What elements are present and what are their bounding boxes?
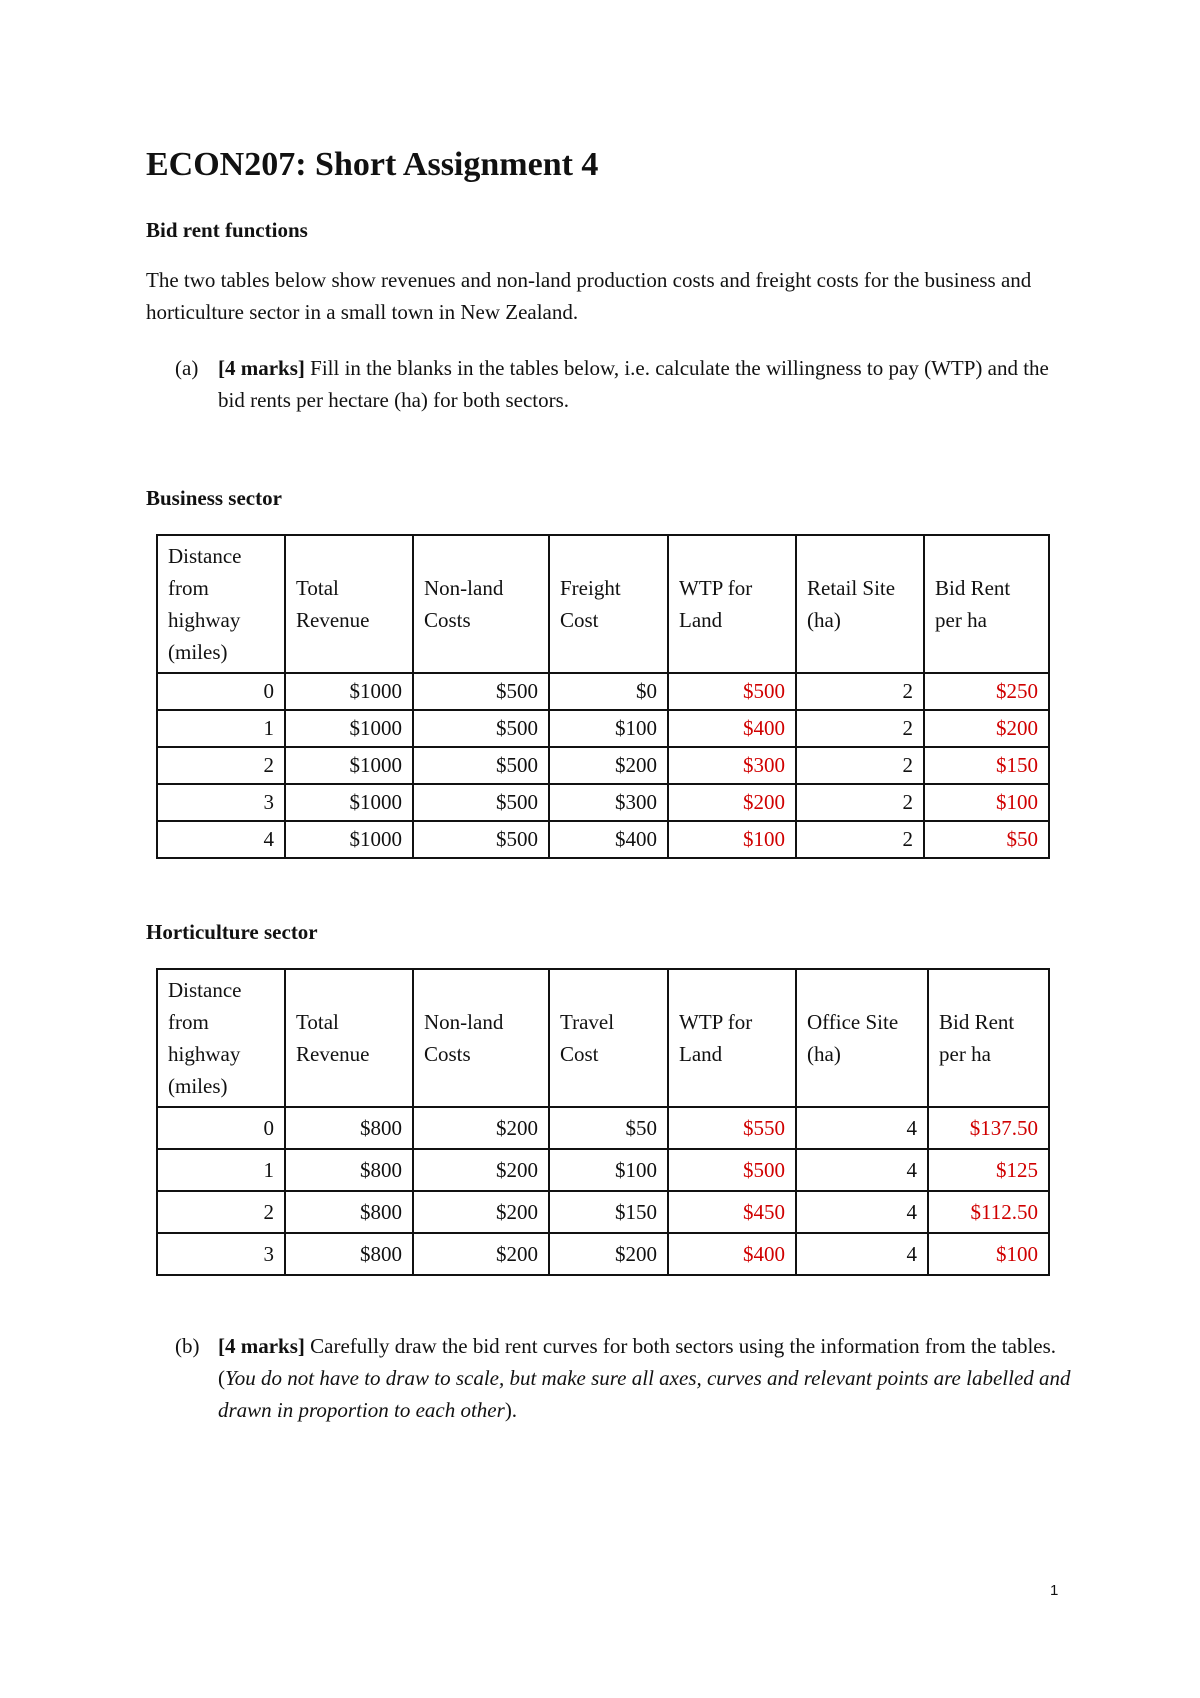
cell-freight-cost: $200 xyxy=(549,747,668,784)
table-row xyxy=(157,821,1049,858)
cell-total-revenue: $800 xyxy=(285,1149,413,1191)
cell-wtp: $500 xyxy=(668,673,796,710)
cell-travel-cost: $200 xyxy=(549,1233,668,1275)
header-bid-rent: Bid Rent per ha xyxy=(924,535,1049,673)
cell-wtp: $500 xyxy=(668,1149,796,1191)
cell-site-ha: 4 xyxy=(796,1191,928,1233)
cell-travel-cost: $50 xyxy=(549,1107,668,1149)
cell-non-land-costs: $200 xyxy=(413,1107,549,1149)
cell-non-land-costs: $200 xyxy=(413,1191,549,1233)
header-wtp: WTP for Land xyxy=(668,969,796,1107)
cell-non-land-costs: $200 xyxy=(413,1149,549,1191)
cell-wtp: $300 xyxy=(668,747,796,784)
cell-site-ha: 4 xyxy=(796,1233,928,1275)
cell-distance: 1 xyxy=(157,1149,285,1191)
cell-total-revenue: $1000 xyxy=(285,821,413,858)
header-freight-cost: Freight Cost xyxy=(549,535,668,673)
cell-freight-cost: $400 xyxy=(549,821,668,858)
table-row xyxy=(157,1107,1049,1149)
question-b-marks: [4 marks] xyxy=(218,1334,305,1358)
cell-site-ha: 2 xyxy=(796,673,924,710)
cell-distance: 3 xyxy=(157,784,285,821)
cell-site-ha: 2 xyxy=(796,747,924,784)
horticulture-header-row xyxy=(157,969,1049,1107)
intro-paragraph: The two tables below show revenues and non-land production costs and freight costs for the business and horticulture sector in a small town in New Zealand. xyxy=(146,268,1032,324)
header-non-land-costs: Non-land Costs xyxy=(413,969,549,1107)
cell-freight-cost: $100 xyxy=(549,710,668,747)
cell-bid-rent: $150 xyxy=(924,747,1049,784)
cell-distance: 3 xyxy=(157,1233,285,1275)
cell-total-revenue: $1000 xyxy=(285,710,413,747)
cell-bid-rent: $50 xyxy=(924,821,1049,858)
cell-non-land-costs: $500 xyxy=(413,673,549,710)
business-header-row xyxy=(157,535,1049,673)
header-wtp: WTP for Land xyxy=(668,535,796,673)
header-travel-cost: Travel Cost xyxy=(549,969,668,1107)
header-distance: Distance from highway (miles) xyxy=(157,535,285,673)
header-non-land-costs: Non-land Costs xyxy=(413,535,549,673)
cell-freight-cost: $0 xyxy=(549,673,668,710)
cell-wtp: $100 xyxy=(668,821,796,858)
cell-total-revenue: $800 xyxy=(285,1191,413,1233)
cell-total-revenue: $1000 xyxy=(285,784,413,821)
table-row xyxy=(157,784,1049,821)
header-distance: Distance from highway (miles) xyxy=(157,969,285,1107)
cell-bid-rent: $112.50 xyxy=(928,1191,1049,1233)
cell-site-ha: 2 xyxy=(796,821,924,858)
cell-travel-cost: $150 xyxy=(549,1191,668,1233)
cell-wtp: $200 xyxy=(668,784,796,821)
page-number: 1 xyxy=(1050,1582,1059,1599)
question-b-text: Carefully draw the bid rent curves for both sectors using the information from the tables. ( xyxy=(218,1334,1057,1390)
cell-non-land-costs: $500 xyxy=(413,710,549,747)
question-b-label: (b) xyxy=(175,1334,200,1358)
cell-wtp: $400 xyxy=(668,710,796,747)
question-b xyxy=(175,1330,1075,1426)
cell-travel-cost: $100 xyxy=(549,1149,668,1191)
business-table xyxy=(156,534,1050,859)
table-row xyxy=(157,1149,1049,1191)
table-row xyxy=(157,710,1049,747)
page-title: ECON207: Short Assignment 4 xyxy=(146,146,599,183)
cell-bid-rent: $137.50 xyxy=(928,1107,1049,1149)
cell-total-revenue: $1000 xyxy=(285,747,413,784)
horticulture-table xyxy=(156,968,1050,1276)
cell-bid-rent: $250 xyxy=(924,673,1049,710)
cell-bid-rent: $100 xyxy=(924,784,1049,821)
cell-bid-rent: $100 xyxy=(928,1233,1049,1275)
horticulture-heading: Horticulture sector xyxy=(146,920,318,944)
cell-wtp: $550 xyxy=(668,1107,796,1149)
question-b-italic-note: You do not have to draw to scale, but make sure all axes, curves and relevant points are labelled and drawn in proportion to each other xyxy=(218,1366,1071,1422)
header-bid-rent: Bid Rent per ha xyxy=(928,969,1049,1107)
cell-wtp: $450 xyxy=(668,1191,796,1233)
table-row xyxy=(157,1233,1049,1275)
cell-site-ha: 4 xyxy=(796,1149,928,1191)
cell-non-land-costs: $500 xyxy=(413,784,549,821)
cell-bid-rent: $200 xyxy=(924,710,1049,747)
cell-non-land-costs: $200 xyxy=(413,1233,549,1275)
cell-distance: 0 xyxy=(157,1107,285,1149)
question-a-marks: [4 marks] xyxy=(218,356,305,380)
cell-total-revenue: $800 xyxy=(285,1107,413,1149)
cell-bid-rent: $125 xyxy=(928,1149,1049,1191)
cell-freight-cost: $300 xyxy=(549,784,668,821)
cell-non-land-costs: $500 xyxy=(413,821,549,858)
cell-site-ha: 2 xyxy=(796,710,924,747)
cell-distance: 1 xyxy=(157,710,285,747)
table-row xyxy=(157,1191,1049,1233)
question-a-text: Fill in the blanks in the tables below, i.e. calculate the willingness to pay (WTP) and the bid rents per hectare (ha) for both sectors. xyxy=(218,356,1049,412)
question-a-label: (a) xyxy=(175,356,199,380)
cell-total-revenue: $1000 xyxy=(285,673,413,710)
question-b-tail: ). xyxy=(504,1398,518,1422)
cell-total-revenue: $800 xyxy=(285,1233,413,1275)
cell-non-land-costs: $500 xyxy=(413,747,549,784)
cell-site-ha: 2 xyxy=(796,784,924,821)
table-row xyxy=(157,673,1049,710)
business-heading: Business sector xyxy=(146,486,282,510)
header-total-revenue: Total Revenue xyxy=(285,969,413,1107)
header-office-site: Office Site (ha) xyxy=(796,969,928,1107)
section-heading: Bid rent functions xyxy=(146,218,308,242)
cell-site-ha: 4 xyxy=(796,1107,928,1149)
header-total-revenue: Total Revenue xyxy=(285,535,413,673)
cell-distance: 2 xyxy=(157,1191,285,1233)
question-a xyxy=(175,352,1075,416)
table-row xyxy=(157,747,1049,784)
cell-distance: 2 xyxy=(157,747,285,784)
cell-wtp: $400 xyxy=(668,1233,796,1275)
cell-distance: 4 xyxy=(157,821,285,858)
cell-distance: 0 xyxy=(157,673,285,710)
header-retail-site: Retail Site (ha) xyxy=(796,535,924,673)
